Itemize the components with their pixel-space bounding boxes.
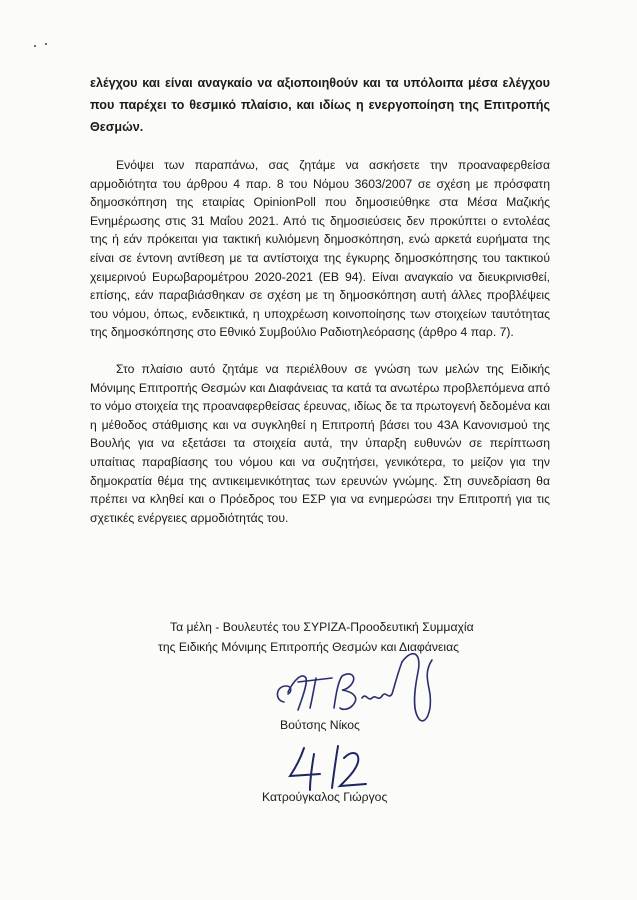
letter-body xyxy=(90,72,550,527)
paragraph-committee xyxy=(90,360,550,527)
signatories-intro-line-2: της Ειδικής Μόνιμης Επιτροπής Θεσμών και Διαφάνειας xyxy=(158,640,460,654)
scan-marks xyxy=(34,42,64,48)
signature-block xyxy=(0,618,637,900)
signatories-intro-line-1: Τα μέλη - Βουλευτές του ΣΥΡΙΖΑ-Προοδευτική Συμμαχία xyxy=(170,620,474,634)
paragraph-request-text: Ενόψει των παραπάνω, σας ζητάμε να ασκήσετε την προαναφερθείσα αρμοδιότητα του άρθρου 4 παρ. 8 του Νόμου 3603/2007 σε σχέση με πρόσφατη δημοσκόπηση της εταιρίας OpinionPoll που δημοσιεύθηκε στα Μέσα Μαζικής Ενημέρωσης στις 31 Μαΐου 2021. Από τις δημοσιεύσεις δεν προκύπτει ο εντολέας της ή εάν πρόκειται για τακτική κυλιόμενη δημοσκόπηση, ενώ αρκετά ευρήματα της είναι σε έντονη αντίθεση με τα αντίστοιχα της έγκυρης δημοσκόπησης του τακτικού χειμερινού Ευρωβαρομέτρου 2020-2021 (ΕΒ 94). Είναι αναγκαίο να διευκρινισθεί, επίσης, εάν παραβιάσθηκαν σε σχέση με τη δημοσκόπηση αυτή άλλες προβλέψεις του νόμου, όπως, ενδεικτικά, η υποχρέωση κοινοποίησης των στοιχείων ταυτότητας της δημοσκόπησης στο Εθνικό Συμβούλιο Ραδιοτηλεόρασης (άρθρο 4 παρ. 7). xyxy=(90,158,550,340)
signatory-name-2: Κατρούγκαλος Γιώργος xyxy=(262,790,388,804)
paragraph-request xyxy=(90,156,550,342)
paragraph-continuation: ελέγχου και είναι αναγκαίο να αξιοποιηθούν και τα υπόλοιπα μέσα ελέγχου που παρέχει το θεσμικό πλαίσιο, και ιδίως η ενεργοποίηση της Επιτροπής Θεσμών. xyxy=(90,76,550,134)
paragraph-committee-text: Στο πλαίσιο αυτό ζητάμε να περιέλθουν σε γνώση των μελών της Ειδικής Μόνιμης Επιτροπής Θεσμών και Διαφάνειας τα κατά τα ανωτέρω προβλεπόμενα από το νόμο στοιχεία της προαναφερθείσας έρευνας, ιδίως δε τα πρωτογενή δεδομένα και η μέθοδος στάθμισης και να συγκληθεί η Επιτροπή βάσει του 43Α Κανονισμού της Βουλής για να εξετάσει τα στοιχεία αυτά, την ύπαρξη ευθυνών σε περίπτωση υπαίτιας παραβίασης του νόμου και να συζητήσει, γενικότερα, το μείζον για την δημοκρατία θέμα της αντικειμενικότητας των ερευνών γνώμης. Στη συνεδρίαση θα πρέπει να κληθεί και ο Πρόεδρος του ΕΣΡ για να ενημερώσει την Επιτροπή για τις σχετικές ενέργειες αρμοδιότητάς του. xyxy=(90,361,550,525)
signatory-name-1: Βούτσης Νίκος xyxy=(280,718,360,732)
